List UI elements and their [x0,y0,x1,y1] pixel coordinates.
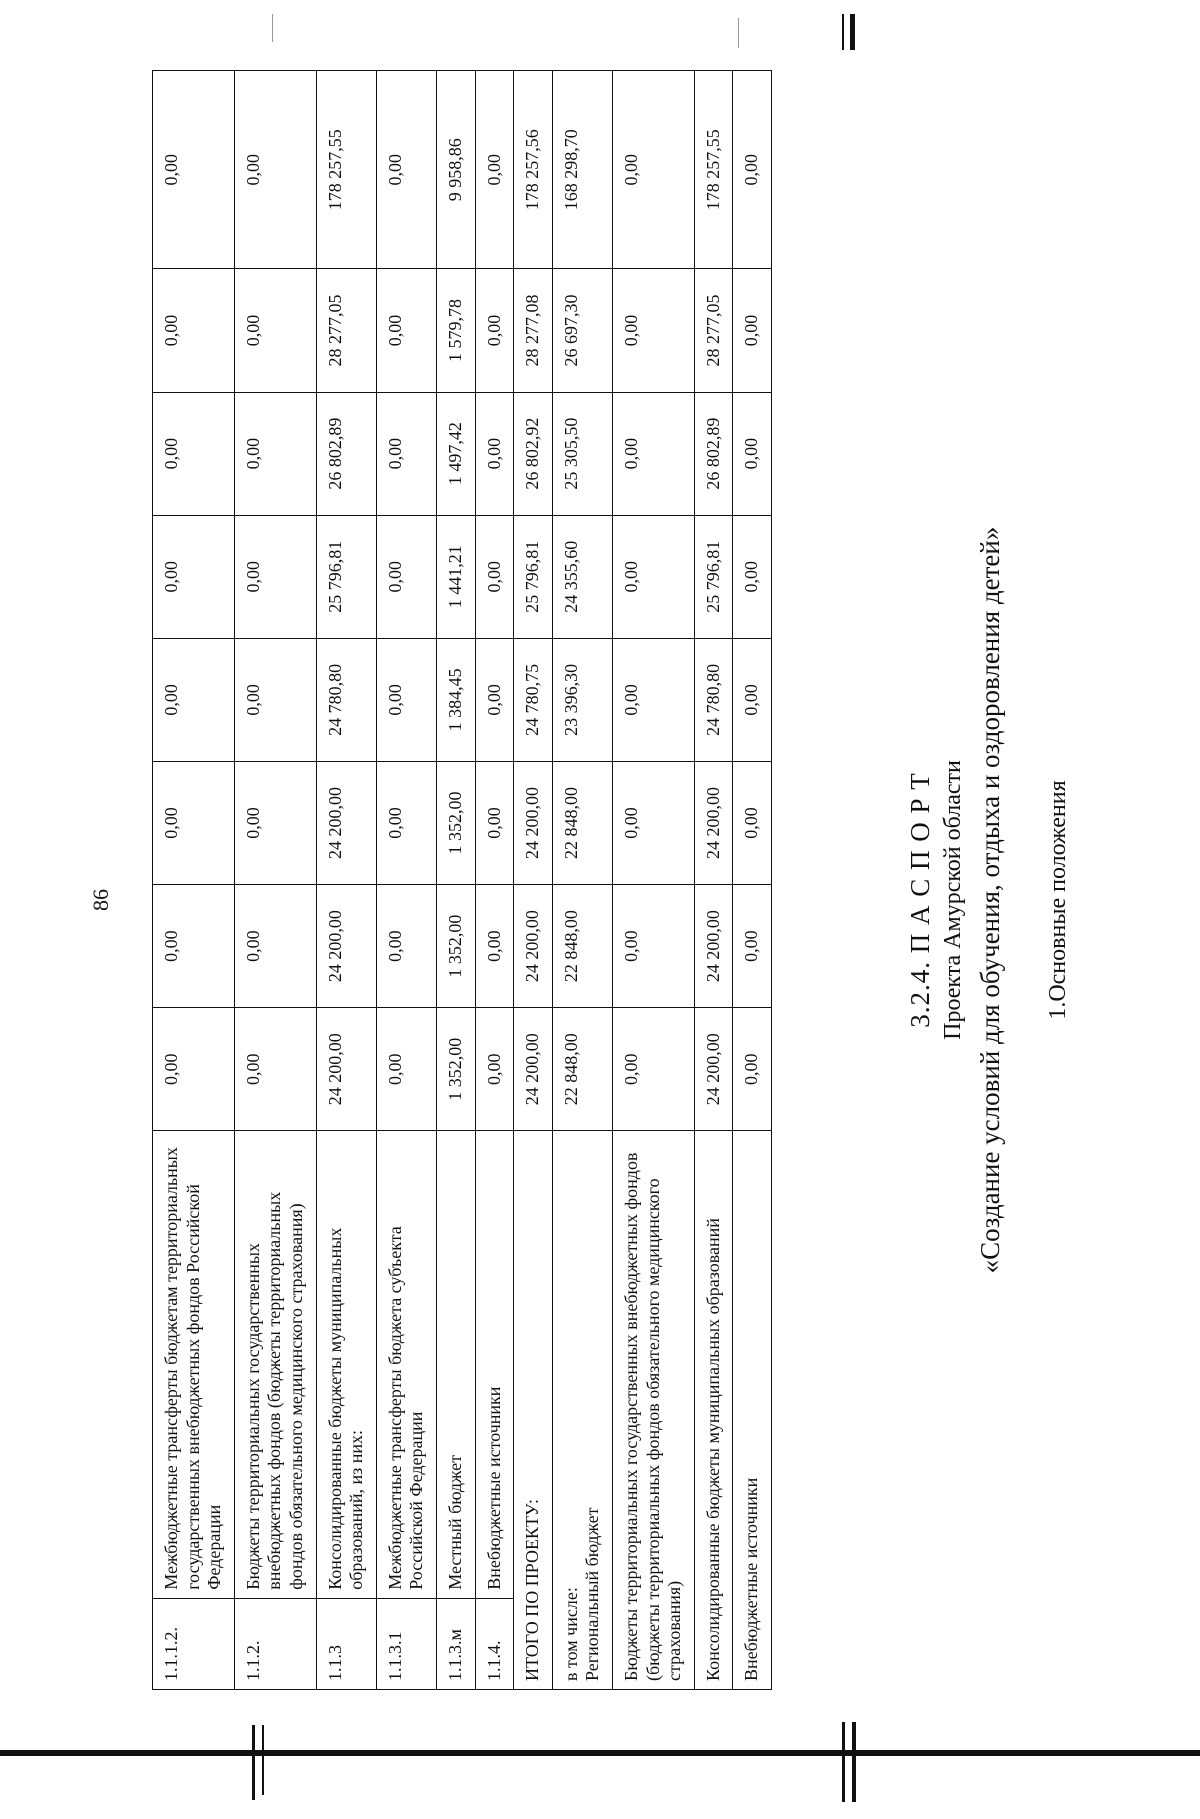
section-heading: 1.Основные положения [1045,780,1071,1020]
value-cell: 0,00 [475,885,514,1008]
value-cell: 0,00 [234,71,316,269]
row-code: 1.1.3 [316,1598,376,1689]
value-cell: 0,00 [612,1008,694,1131]
value-cell: 0,00 [153,392,235,515]
scan-artifact-line [272,14,273,42]
summary-row [552,71,612,1690]
rotated-page [0,40,1100,1760]
row-name: Внебюджетные источники [475,1131,514,1598]
summary-name: Консолидированные бюджеты муниципальных образований [694,1131,733,1690]
value-cell: 0,00 [733,392,772,515]
value-cell: 0,00 [475,71,514,269]
value-cell: 22 848,00 [552,1008,612,1131]
table-row [234,71,316,1690]
value-cell: 0,00 [612,885,694,1008]
value-cell: 0,00 [234,638,316,761]
value-cell: 0,00 [153,515,235,638]
table-row [436,71,475,1690]
value-cell: 178 257,55 [316,71,376,269]
value-cell: 25 796,81 [694,515,733,638]
value-cell: 0,00 [376,71,436,269]
summary-row [612,71,694,1690]
value-cell: 1 384,45 [436,638,475,761]
value-cell: 24 780,80 [694,638,733,761]
budget-table-body [153,71,772,1690]
page-number: 86 [88,889,113,911]
value-cell: 0,00 [475,269,514,392]
value-cell: 0,00 [234,761,316,884]
value-cell: 0,00 [376,1008,436,1131]
value-cell: 0,00 [612,515,694,638]
summary-row [514,71,553,1690]
value-cell: 0,00 [376,392,436,515]
value-cell: 0,00 [234,515,316,638]
value-cell: 0,00 [376,761,436,884]
budget-table [152,70,772,1690]
summary-name: Бюджеты территориальных государственных внебюджетных фондов (бюджеты территориальных фондов обязательного медицинского страхования) [612,1131,694,1690]
passport-subtitle: Проекта Амурской области [940,760,966,1040]
row-code: 1.1.4. [475,1598,514,1689]
value-cell: 1 441,21 [436,515,475,638]
value-cell: 28 277,05 [694,269,733,392]
value-cell: 0,00 [376,515,436,638]
summary-name: Внебюджетные источники [733,1131,772,1690]
value-cell: 0,00 [475,515,514,638]
value-cell: 24 200,00 [316,885,376,1008]
value-cell: 0,00 [612,392,694,515]
value-cell: 24 200,00 [316,1008,376,1131]
value-cell: 22 848,00 [552,885,612,1008]
value-cell: 28 277,05 [316,269,376,392]
value-cell: 0,00 [733,638,772,761]
row-code: 1.1.3.1 [376,1598,436,1689]
summary-row [694,71,733,1690]
value-cell: 1 352,00 [436,885,475,1008]
value-cell: 0,00 [733,885,772,1008]
value-cell: 0,00 [376,269,436,392]
value-cell: 25 796,81 [514,515,553,638]
value-cell: 0,00 [234,1008,316,1131]
summary-name: ИТОГО ПО ПРОЕКТУ: [514,1131,553,1690]
value-cell: 0,00 [733,269,772,392]
value-cell: 0,00 [733,71,772,269]
value-cell: 24 200,00 [514,761,553,884]
value-cell: 24 200,00 [316,761,376,884]
value-cell: 0,00 [475,392,514,515]
value-cell: 0,00 [733,1008,772,1131]
value-cell: 0,00 [376,885,436,1008]
row-code: 1.1.3.м [436,1598,475,1689]
value-cell: 24 200,00 [694,1008,733,1131]
value-cell: 0,00 [733,515,772,638]
value-cell: 0,00 [475,638,514,761]
value-cell: 24 200,00 [514,1008,553,1131]
summary-name: в том числе: Региональный бюджет [552,1131,612,1690]
value-cell: 0,00 [475,761,514,884]
value-cell: 24 355,60 [552,515,612,638]
value-cell: 0,00 [376,638,436,761]
value-cell: 178 257,56 [514,71,553,269]
value-cell: 26 802,92 [514,392,553,515]
table-row [153,71,235,1690]
table-row [475,71,514,1690]
value-cell: 0,00 [612,71,694,269]
value-cell: 9 958,86 [436,71,475,269]
row-code: 1.1.1.2. [153,1598,235,1689]
value-cell: 26 802,89 [316,392,376,515]
value-cell: 0,00 [475,1008,514,1131]
passport-heading: 3.2.4. П А С П О Р Т [905,772,935,1028]
value-cell: 0,00 [153,71,235,269]
value-cell: 0,00 [612,761,694,884]
value-cell: 0,00 [234,885,316,1008]
value-cell: 24 200,00 [694,885,733,1008]
row-name: Межбюджетные трансферты бюджетам территориальных государственных внебюджетных фондов Российской Федерации [153,1131,235,1598]
summary-row [733,71,772,1690]
value-cell: 25 796,81 [316,515,376,638]
value-cell: 0,00 [234,392,316,515]
value-cell: 1 352,00 [436,761,475,884]
value-cell: 178 257,55 [694,71,733,269]
value-cell: 168 298,70 [552,71,612,269]
project-name: «Создание условий для обучения, отдыха и оздоровления детей» [975,526,1005,1274]
table-row [316,71,376,1690]
value-cell: 0,00 [153,1008,235,1131]
value-cell: 23 396,30 [552,638,612,761]
row-code: 1.1.2. [234,1598,316,1689]
value-cell: 1 352,00 [436,1008,475,1131]
table-row [376,71,436,1690]
value-cell: 0,00 [612,638,694,761]
value-cell: 26 697,30 [552,269,612,392]
value-cell: 28 277,08 [514,269,553,392]
value-cell: 24 200,00 [514,885,553,1008]
value-cell: 0,00 [733,761,772,884]
value-cell: 26 802,89 [694,392,733,515]
value-cell: 0,00 [153,638,235,761]
row-name: Бюджеты территориальных государственных внебюджетных фондов (бюджеты территориальных фондов обязательного медицинского страхования) [234,1131,316,1598]
value-cell: 0,00 [612,269,694,392]
value-cell: 24 780,75 [514,638,553,761]
value-cell: 1 497,42 [436,392,475,515]
value-cell: 0,00 [153,885,235,1008]
value-cell: 0,00 [153,269,235,392]
row-name: Межбюджетные трансферты бюджета субъекта Российской Федерации [376,1131,436,1598]
value-cell: 0,00 [234,269,316,392]
value-cell: 24 780,80 [316,638,376,761]
value-cell: 1 579,78 [436,269,475,392]
row-name: Консолидированные бюджеты муниципальных образований, из них: [316,1131,376,1598]
row-name: Местный бюджет [436,1131,475,1598]
value-cell: 25 305,50 [552,392,612,515]
value-cell: 24 200,00 [694,761,733,884]
value-cell: 22 848,00 [552,761,612,884]
value-cell: 0,00 [153,761,235,884]
